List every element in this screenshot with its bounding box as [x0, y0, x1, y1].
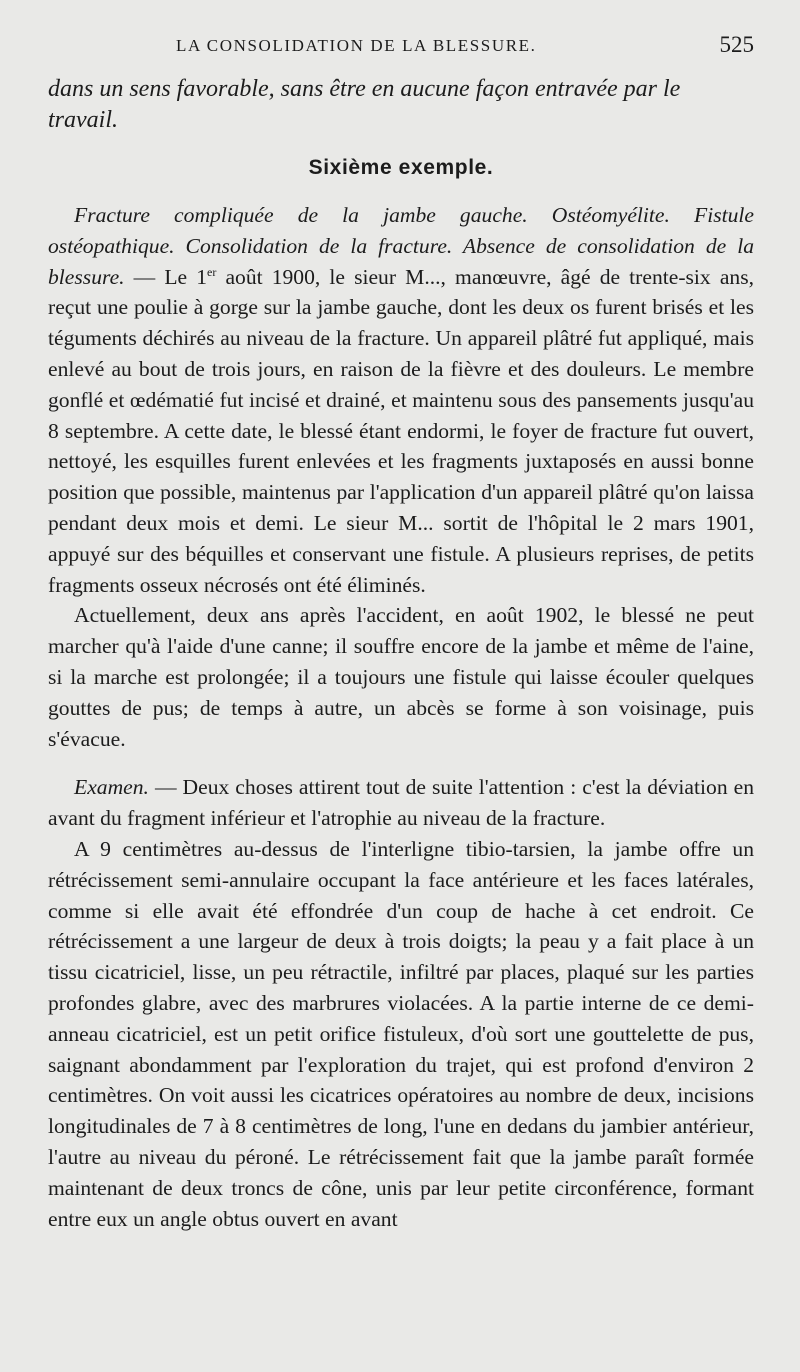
case-paragraph: [48, 200, 754, 600]
case-title: Fracture compliquée de la jambe gauche. Ostéomyélite. Fistule ostéopathique. Consolidation de la fracture. Absence de consolidation de la blessure.: [48, 203, 754, 289]
examination-text: — Deux choses attirent tout de suite l'attention : c'est la déviation en avant du fragment inférieur et l'atrophie au niveau de la fracture.: [48, 775, 754, 831]
continued-sentence: dans un sens favorable, sans être en aucune façon entravée par le travail.: [48, 76, 681, 133]
examination-label: Examen.: [74, 775, 149, 800]
ordinal-superscript: er: [207, 264, 217, 279]
section-title: Sixième exemple.: [308, 156, 494, 179]
paragraph-spacer: [48, 754, 754, 772]
running-header: [48, 30, 754, 64]
description-paragraph: A 9 centimètres au-dessus de l'interligne tibio-tarsien, la jambe offre un rétrécissement semi-annulaire occupant la face antérieure et les faces latérales, comme si elle avait été effondrée d'un coup de hache à cet endroit. Ce rétrécissement a une largeur de deux à trois doigts; la peau y a fait place à un tissu cicatriciel, lisse, un peu rétractile, infiltré par places, plaqué sur les parties profondes glabre, avec des marbrures violacées. A la partie interne de ce demi-anneau cicatriciel, est un petit orifice fistuleux, d'où sort une gouttelette de pus, saignant abondamment par l'exploration du trajet, qui est profond d'environ 2 centimètres. On voit aussi les cicatrices opératoires au nombre de deux, incisions longitudinales de 7 à 8 centimètres de long, l'une en dedans du jambier antérieur, l'autre au niveau du péroné. Le rétrécissement fait que la jambe paraît formée maintenant de deux troncs de cône, unis par leur petite circonférence, formant entre eux un angle obtus ouvert en avant: [48, 836, 754, 1231]
current-state-paragraph: Actuellement, deux ans après l'accident, en août 1902, le blessé ne peut marcher qu'à l'aide d'une canne; il souffre encore de la jambe et même de l'aine, si la marche est prolongée; il a toujours une fistule qui laisse écouler quelques gouttes de pus; de temps à autre, un abcès se forme à son voisinage, puis s'évacue.: [48, 603, 754, 751]
page-number: 525: [719, 32, 754, 57]
examination-paragraph: [48, 772, 754, 834]
running-title: LA CONSOLIDATION DE LA BLESSURE.: [176, 36, 537, 55]
case-intro: — Le 1: [124, 264, 208, 289]
case-history: août 1900, le sieur M..., manœuvre, âgé de trente-six ans, reçut une poulie à gorge sur la jambe gauche, dont les deux os furent brisés et les téguments déchirés au niveau de la fracture. Un appareil plâtré fut appliqué, mais enlevé au bout de trois jours, en raison de la fièvre et des douleurs. Le membre gonflé et œdématié fut incisé et drainé, et maintenu sous des pansements jusqu'au 8 septembre. A cette date, le blessé étant endormi, le foyer de fracture fut ouvert, nettoyé, les esquilles furent enlevées et les fragments juxtaposés en aussi bonne position que possible, maintenus par l'application d'un appareil plâtré qu'on laissa pendant deux mois et demi. Le sieur M... sortit de l'hôpital le 2 mars 1901, appuyé sur des béquilles et conservant une fistule. A plusieurs reprises, de petits fragments osseux nécrosés ont été éliminés.: [48, 264, 754, 597]
body-text: [48, 200, 754, 1234]
